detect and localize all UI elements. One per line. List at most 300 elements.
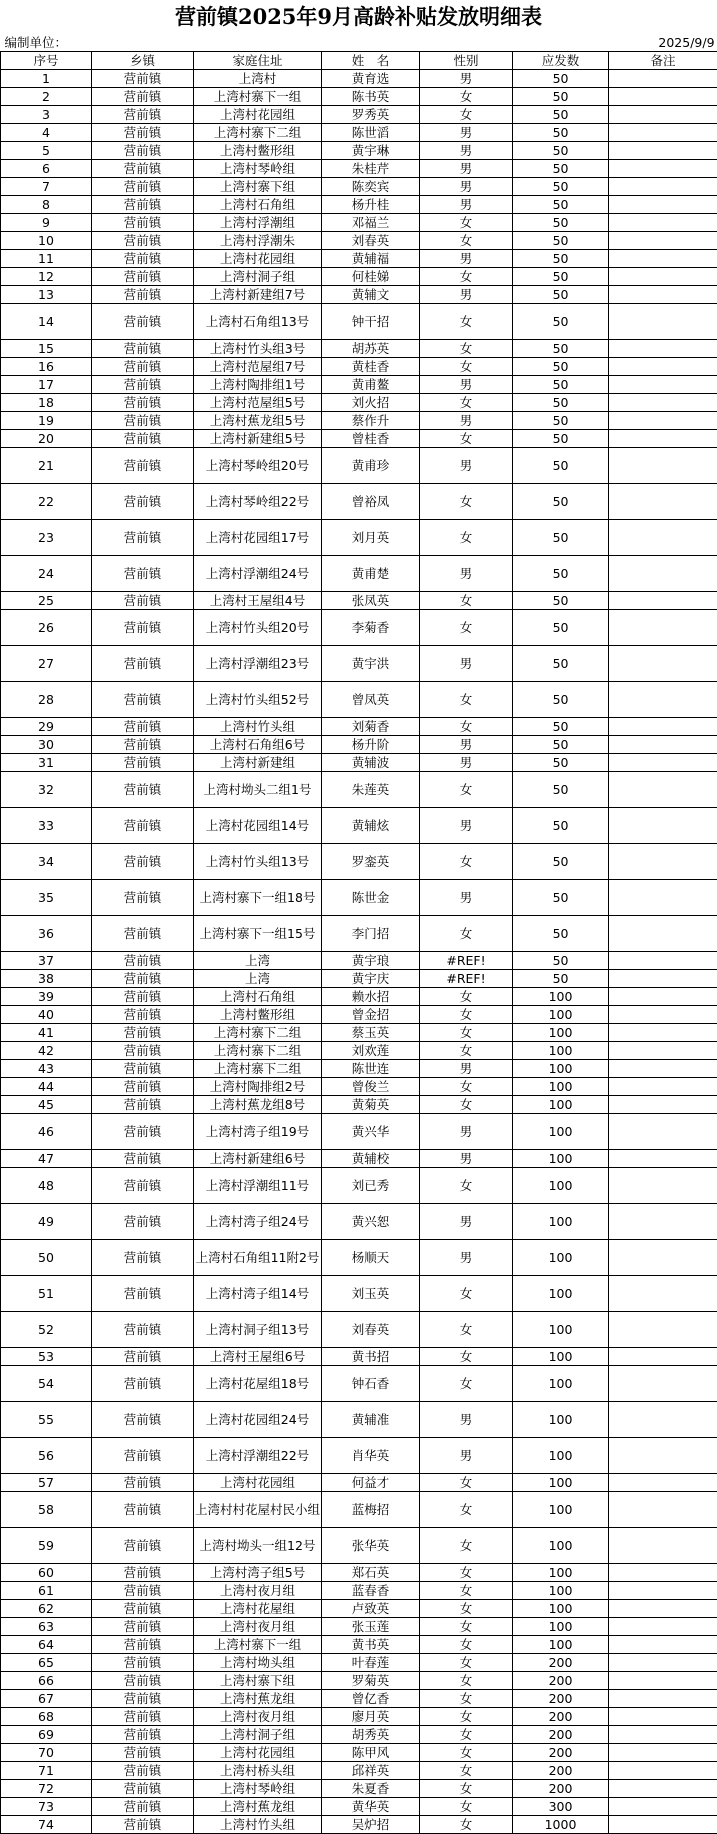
- amount-cell: 50: [513, 124, 609, 142]
- amount-cell: 100: [513, 1060, 609, 1078]
- table-row: [1, 430, 717, 448]
- gender-cell: 女: [420, 214, 513, 232]
- amount-cell: 100: [513, 1474, 609, 1492]
- name-cell: 黄宇琳: [322, 142, 420, 160]
- town-cell: 营前镇: [92, 1492, 194, 1528]
- row-number: 41: [1, 1024, 92, 1042]
- gender-cell: 女: [420, 1096, 513, 1114]
- table-row: [1, 88, 717, 106]
- address-cell: 上湾村洞子组13号: [194, 1312, 322, 1348]
- gender-cell: 女: [420, 484, 513, 520]
- address-cell: 上湾村花园组14号: [194, 808, 322, 844]
- amount-cell: 50: [513, 196, 609, 214]
- amount-cell: 50: [513, 268, 609, 286]
- name-cell: 黄甫楚: [322, 556, 420, 592]
- town-cell: 营前镇: [92, 1762, 194, 1780]
- remark-cell: [609, 286, 717, 304]
- town-cell: 营前镇: [92, 214, 194, 232]
- gender-cell: 女: [420, 268, 513, 286]
- amount-cell: 50: [513, 286, 609, 304]
- remark-cell: [609, 772, 717, 808]
- town-cell: 营前镇: [92, 1060, 194, 1078]
- amount-cell: 200: [513, 1726, 609, 1744]
- table-row: [1, 592, 717, 610]
- gender-cell: 女: [420, 1618, 513, 1636]
- row-number: 72: [1, 1780, 92, 1798]
- name-cell: 何益才: [322, 1474, 420, 1492]
- amount-cell: 50: [513, 250, 609, 268]
- town-cell: 营前镇: [92, 988, 194, 1006]
- row-number: 36: [1, 916, 92, 952]
- address-cell: 上湾村石角组13号: [194, 304, 322, 340]
- row-number: 66: [1, 1672, 92, 1690]
- table-row: [1, 1312, 717, 1348]
- town-cell: 营前镇: [92, 736, 194, 754]
- remark-cell: [609, 376, 717, 394]
- name-cell: 曾桂香: [322, 430, 420, 448]
- address-cell: 上湾村新建组: [194, 754, 322, 772]
- amount-cell: 50: [513, 880, 609, 916]
- amount-cell: 50: [513, 610, 609, 646]
- gender-cell: 女: [420, 430, 513, 448]
- amount-cell: 100: [513, 1582, 609, 1600]
- remark-cell: [609, 178, 717, 196]
- town-cell: 营前镇: [92, 340, 194, 358]
- gender-cell: 男: [420, 1150, 513, 1168]
- row-number: 30: [1, 736, 92, 754]
- remark-cell: [609, 70, 717, 88]
- row-number: 39: [1, 988, 92, 1006]
- table-row: [1, 1582, 717, 1600]
- name-cell: 蓝梅招: [322, 1492, 420, 1528]
- gender-cell: 女: [420, 1744, 513, 1762]
- row-number: 8: [1, 196, 92, 214]
- name-cell: 肖华英: [322, 1438, 420, 1474]
- table-row: [1, 1204, 717, 1240]
- remark-cell: [609, 304, 717, 340]
- name-cell: 黄辅校: [322, 1150, 420, 1168]
- town-cell: 营前镇: [92, 232, 194, 250]
- name-cell: 黄甫珍: [322, 448, 420, 484]
- town-cell: 营前镇: [92, 1582, 194, 1600]
- address-cell: 上湾村寨下一组: [194, 1636, 322, 1654]
- gender-cell: 女: [420, 232, 513, 250]
- town-cell: 营前镇: [92, 1006, 194, 1024]
- address-cell: 上湾村竹头组52号: [194, 682, 322, 718]
- remark-cell: [609, 970, 717, 988]
- address-cell: 上湾村浮潮组: [194, 214, 322, 232]
- town-cell: 营前镇: [92, 1816, 194, 1834]
- address-cell: 上湾村琴岭组: [194, 160, 322, 178]
- row-number: 26: [1, 610, 92, 646]
- amount-cell: 50: [513, 304, 609, 340]
- row-number: 28: [1, 682, 92, 718]
- remark-cell: [609, 268, 717, 286]
- name-cell: 曾俊兰: [322, 1078, 420, 1096]
- amount-cell: 100: [513, 1276, 609, 1312]
- info-row: [1, 34, 717, 52]
- address-cell: 上湾村桥头组: [194, 1762, 322, 1780]
- gender-cell: 女: [420, 1348, 513, 1366]
- gender-cell: 男: [420, 196, 513, 214]
- name-cell: 黄书招: [322, 1348, 420, 1366]
- town-cell: 营前镇: [92, 250, 194, 268]
- remark-cell: [609, 1780, 717, 1798]
- name-cell: 黄辅福: [322, 250, 420, 268]
- gender-cell: 女: [420, 1600, 513, 1618]
- amount-cell: 50: [513, 106, 609, 124]
- remark-cell: [609, 808, 717, 844]
- table-row: [1, 160, 717, 178]
- table-row: [1, 1654, 717, 1672]
- amount-cell: 100: [513, 1366, 609, 1402]
- town-cell: 营前镇: [92, 610, 194, 646]
- table-row: [1, 1474, 717, 1492]
- address-cell: 上湾: [194, 952, 322, 970]
- remark-cell: [609, 1006, 717, 1024]
- amount-cell: 100: [513, 1042, 609, 1060]
- address-cell: 上湾村寨下二组: [194, 1060, 322, 1078]
- amount-cell: 50: [513, 952, 609, 970]
- remark-cell: [609, 1654, 717, 1672]
- name-cell: 杨顺天: [322, 1240, 420, 1276]
- remark-cell: [609, 610, 717, 646]
- page-title: 营前镇2025年9月高龄补贴发放明细表: [0, 0, 717, 34]
- gender-cell: 男: [420, 1240, 513, 1276]
- row-number: 3: [1, 106, 92, 124]
- name-cell: 杨升桂: [322, 196, 420, 214]
- row-number: 45: [1, 1096, 92, 1114]
- amount-cell: 50: [513, 70, 609, 88]
- table-row: [1, 1096, 717, 1114]
- gender-cell: 女: [420, 916, 513, 952]
- town-cell: 营前镇: [92, 196, 194, 214]
- address-cell: 上湾村坳头二组1号: [194, 772, 322, 808]
- row-number: 27: [1, 646, 92, 682]
- address-cell: 上湾村琴岭组20号: [194, 448, 322, 484]
- town-cell: 营前镇: [92, 1366, 194, 1402]
- gender-cell: 男: [420, 646, 513, 682]
- amount-cell: 200: [513, 1744, 609, 1762]
- row-number: 29: [1, 718, 92, 736]
- gender-cell: 男: [420, 160, 513, 178]
- gender-cell: 女: [420, 1564, 513, 1582]
- name-cell: 黄宇庆: [322, 970, 420, 988]
- table-row: [1, 1780, 717, 1798]
- gender-cell: 女: [420, 1312, 513, 1348]
- gender-cell: 男: [420, 124, 513, 142]
- name-cell: 黄育选: [322, 70, 420, 88]
- town-cell: 营前镇: [92, 1654, 194, 1672]
- gender-cell: 女: [420, 1006, 513, 1024]
- row-number: 69: [1, 1726, 92, 1744]
- gender-cell: 女: [420, 520, 513, 556]
- name-cell: 陈世连: [322, 1060, 420, 1078]
- row-number: 11: [1, 250, 92, 268]
- name-cell: 李菊香: [322, 610, 420, 646]
- gender-cell: 女: [420, 1276, 513, 1312]
- table-row: [1, 808, 717, 844]
- remark-cell: [609, 1762, 717, 1780]
- gender-cell: 男: [420, 754, 513, 772]
- name-cell: 黄辅炫: [322, 808, 420, 844]
- remark-cell: [609, 1312, 717, 1348]
- town-cell: 营前镇: [92, 376, 194, 394]
- name-cell: 卢致英: [322, 1600, 420, 1618]
- gender-cell: 女: [420, 1690, 513, 1708]
- row-number: 15: [1, 340, 92, 358]
- amount-cell: 50: [513, 232, 609, 250]
- amount-cell: 50: [513, 394, 609, 412]
- address-cell: 上湾村竹头组13号: [194, 844, 322, 880]
- header-cell: 序号: [1, 52, 92, 70]
- row-number: 17: [1, 376, 92, 394]
- remark-cell: [609, 1672, 717, 1690]
- amount-cell: 50: [513, 412, 609, 430]
- address-cell: 上湾村寨下一组18号: [194, 880, 322, 916]
- name-cell: 陈甲风: [322, 1744, 420, 1762]
- table-row: [1, 196, 717, 214]
- row-number: 57: [1, 1474, 92, 1492]
- name-cell: 廖月英: [322, 1708, 420, 1726]
- town-cell: 营前镇: [92, 592, 194, 610]
- row-number: 73: [1, 1798, 92, 1816]
- gender-cell: 女: [420, 1672, 513, 1690]
- remark-cell: [609, 1204, 717, 1240]
- remark-cell: [609, 736, 717, 754]
- table-row: [1, 1708, 717, 1726]
- gender-cell: 女: [420, 1636, 513, 1654]
- town-cell: 营前镇: [92, 178, 194, 196]
- town-cell: 营前镇: [92, 358, 194, 376]
- table-row: [1, 1528, 717, 1564]
- header-cell: 家庭住址: [194, 52, 322, 70]
- address-cell: 上湾村坳头一组12号: [194, 1528, 322, 1564]
- amount-cell: 50: [513, 556, 609, 592]
- table-row: [1, 1078, 717, 1096]
- row-number: 25: [1, 592, 92, 610]
- gender-cell: 男: [420, 376, 513, 394]
- town-cell: 营前镇: [92, 772, 194, 808]
- address-cell: 上湾村花园组: [194, 1744, 322, 1762]
- table-row: [1, 1240, 717, 1276]
- remark-cell: [609, 1744, 717, 1762]
- row-number: 49: [1, 1204, 92, 1240]
- name-cell: 曾金招: [322, 1006, 420, 1024]
- remark-cell: [609, 196, 717, 214]
- address-cell: 上湾村夜月组: [194, 1618, 322, 1636]
- row-number: 54: [1, 1366, 92, 1402]
- remark-cell: [609, 250, 717, 268]
- row-number: 34: [1, 844, 92, 880]
- address-cell: 上湾村范屋组7号: [194, 358, 322, 376]
- row-number: 21: [1, 448, 92, 484]
- town-cell: 营前镇: [92, 430, 194, 448]
- header-cell: 乡镇: [92, 52, 194, 70]
- amount-cell: 100: [513, 1618, 609, 1636]
- gender-cell: 女: [420, 610, 513, 646]
- gender-cell: 女: [420, 1042, 513, 1060]
- remark-cell: [609, 1798, 717, 1816]
- remark-cell: [609, 1582, 717, 1600]
- remark-cell: [609, 556, 717, 592]
- name-cell: 黄兴华: [322, 1114, 420, 1150]
- name-cell: 黄辅波: [322, 754, 420, 772]
- table-row: [1, 1060, 717, 1078]
- row-number: 62: [1, 1600, 92, 1618]
- amount-cell: 200: [513, 1762, 609, 1780]
- name-cell: 朱莲英: [322, 772, 420, 808]
- table-row: [1, 412, 717, 430]
- name-cell: 胡苏英: [322, 340, 420, 358]
- town-cell: 营前镇: [92, 1780, 194, 1798]
- town-cell: 营前镇: [92, 718, 194, 736]
- town-cell: 营前镇: [92, 1240, 194, 1276]
- address-cell: 上湾村浮潮组11号: [194, 1168, 322, 1204]
- remark-cell: [609, 952, 717, 970]
- town-cell: 营前镇: [92, 556, 194, 592]
- town-cell: 营前镇: [92, 1204, 194, 1240]
- gender-cell: 女: [420, 1708, 513, 1726]
- town-cell: 营前镇: [92, 1744, 194, 1762]
- amount-cell: 100: [513, 1078, 609, 1096]
- address-cell: 上湾村村花屋村民小组: [194, 1492, 322, 1528]
- gender-cell: 女: [420, 106, 513, 124]
- amount-cell: 100: [513, 1348, 609, 1366]
- name-cell: 黄书英: [322, 1636, 420, 1654]
- remark-cell: [609, 1564, 717, 1582]
- amount-cell: 50: [513, 88, 609, 106]
- town-cell: 营前镇: [92, 1798, 194, 1816]
- remark-cell: [609, 1726, 717, 1744]
- row-number: 70: [1, 1744, 92, 1762]
- town-cell: 营前镇: [92, 394, 194, 412]
- address-cell: 上湾村寨下二组: [194, 1024, 322, 1042]
- name-cell: 杨升阶: [322, 736, 420, 754]
- row-number: 50: [1, 1240, 92, 1276]
- amount-cell: 50: [513, 844, 609, 880]
- name-cell: 刘已秀: [322, 1168, 420, 1204]
- table-row: [1, 1150, 717, 1168]
- name-cell: 赖水招: [322, 988, 420, 1006]
- address-cell: 上湾村洞子组: [194, 1726, 322, 1744]
- remark-cell: [609, 1636, 717, 1654]
- row-number: 38: [1, 970, 92, 988]
- gender-cell: 女: [420, 1024, 513, 1042]
- table-row: [1, 70, 717, 88]
- town-cell: 营前镇: [92, 124, 194, 142]
- address-cell: 上湾村花园组: [194, 1474, 322, 1492]
- amount-cell: 100: [513, 1636, 609, 1654]
- name-cell: 黄宇洪: [322, 646, 420, 682]
- gender-cell: 男: [420, 70, 513, 88]
- name-cell: 罗秀英: [322, 106, 420, 124]
- gender-cell: 男: [420, 250, 513, 268]
- amount-cell: 100: [513, 1096, 609, 1114]
- address-cell: 上湾村寨下组: [194, 178, 322, 196]
- gender-cell: #REF!: [420, 952, 513, 970]
- amount-cell: 100: [513, 988, 609, 1006]
- town-cell: 营前镇: [92, 844, 194, 880]
- amount-cell: 50: [513, 520, 609, 556]
- amount-cell: 50: [513, 358, 609, 376]
- row-number: 31: [1, 754, 92, 772]
- remark-cell: [609, 232, 717, 250]
- address-cell: 上湾村花屋组18号: [194, 1366, 322, 1402]
- amount-cell: 50: [513, 448, 609, 484]
- remark-cell: [609, 520, 717, 556]
- remark-cell: [609, 880, 717, 916]
- name-cell: 黄兴恕: [322, 1204, 420, 1240]
- town-cell: 营前镇: [92, 142, 194, 160]
- table-row: [1, 1798, 717, 1816]
- table-row: [1, 358, 717, 376]
- amount-cell: 50: [513, 682, 609, 718]
- amount-cell: 50: [513, 592, 609, 610]
- row-number: 18: [1, 394, 92, 412]
- town-cell: 营前镇: [92, 646, 194, 682]
- header-cell: 姓 名: [322, 52, 420, 70]
- remark-cell: [609, 1168, 717, 1204]
- address-cell: 上湾村浮潮朱: [194, 232, 322, 250]
- gender-cell: 女: [420, 88, 513, 106]
- remark-cell: [609, 1438, 717, 1474]
- name-cell: 黄辅准: [322, 1402, 420, 1438]
- row-number: 48: [1, 1168, 92, 1204]
- row-number: 6: [1, 160, 92, 178]
- address-cell: 上湾村寨下一组15号: [194, 916, 322, 952]
- row-number: 22: [1, 484, 92, 520]
- remark-cell: [609, 1240, 717, 1276]
- address-cell: 上湾: [194, 970, 322, 988]
- gender-cell: 女: [420, 1366, 513, 1402]
- gender-cell: 女: [420, 1780, 513, 1798]
- gender-cell: 女: [420, 1816, 513, 1834]
- row-number: 13: [1, 286, 92, 304]
- remark-cell: [609, 484, 717, 520]
- row-number: 56: [1, 1438, 92, 1474]
- address-cell: 上湾村王屋组4号: [194, 592, 322, 610]
- town-cell: 营前镇: [92, 1150, 194, 1168]
- remark-cell: [609, 106, 717, 124]
- amount-cell: 100: [513, 1006, 609, 1024]
- gender-cell: 男: [420, 448, 513, 484]
- remark-cell: [609, 1114, 717, 1150]
- gender-cell: 男: [420, 286, 513, 304]
- address-cell: 上湾村寨下一组: [194, 88, 322, 106]
- address-cell: 上湾村石角组: [194, 196, 322, 214]
- address-cell: 上湾村: [194, 70, 322, 88]
- gender-cell: 女: [420, 1582, 513, 1600]
- town-cell: 营前镇: [92, 880, 194, 916]
- table-row: [1, 1276, 717, 1312]
- name-cell: 黄宇琅: [322, 952, 420, 970]
- remark-cell: [609, 448, 717, 484]
- name-cell: 叶春莲: [322, 1654, 420, 1672]
- remark-cell: [609, 1402, 717, 1438]
- address-cell: 上湾村蕉龙组: [194, 1690, 322, 1708]
- address-cell: 上湾村浮潮组23号: [194, 646, 322, 682]
- amount-cell: 50: [513, 340, 609, 358]
- header-row: [1, 52, 717, 70]
- address-cell: 上湾村花屋组: [194, 1600, 322, 1618]
- name-cell: 朱夏香: [322, 1780, 420, 1798]
- amount-cell: 100: [513, 1204, 609, 1240]
- amount-cell: 100: [513, 1600, 609, 1618]
- amount-cell: 50: [513, 484, 609, 520]
- address-cell: 上湾村坳头组: [194, 1654, 322, 1672]
- town-cell: 营前镇: [92, 1474, 194, 1492]
